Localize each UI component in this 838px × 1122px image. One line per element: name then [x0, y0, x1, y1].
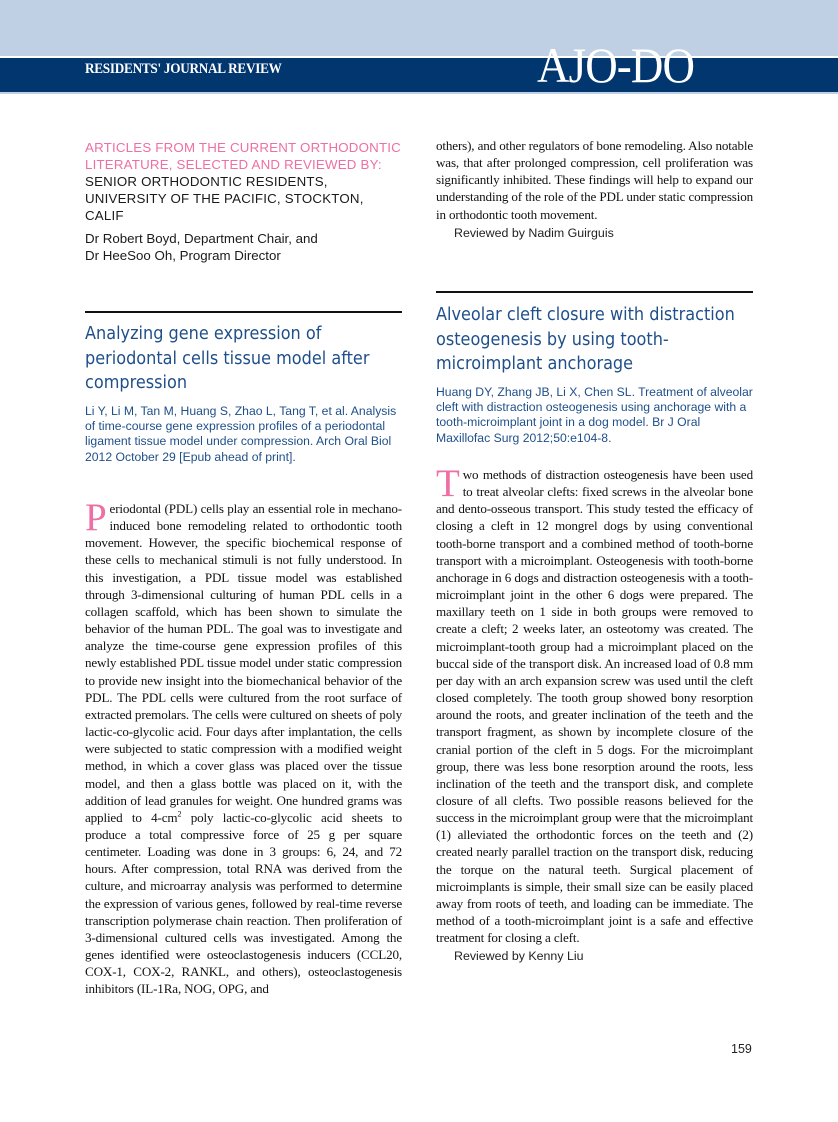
page-number: 159: [731, 1042, 752, 1056]
director-line: Dr HeeSoo Oh, Program Director: [85, 248, 281, 263]
section-label: RESIDENTS' JOURNAL REVIEW: [85, 61, 282, 77]
superscript: 2: [177, 809, 182, 819]
article-title: Analyzing gene expression of periodontal cells tissue model after compression: [85, 324, 370, 393]
reviewer: Reviewed by Nadim Guirguis: [454, 225, 614, 240]
article1-header: [85, 322, 402, 465]
drop-cap: T: [436, 462, 460, 505]
article2-body: [436, 462, 753, 965]
body-text: poly lactic-co-glycolic acid sheets to produce a total compressive force of 25 g per square centimeter. Loading was done in 3 groups: 6, 24, and 72 hours. After compression, total RNA was derived from the culture, and microarray analysis was performed to determine the expression of various genes, followed by real-time reverse transcription polymerase chain reaction. Then proliferation of 3-dimensional cultured cells was investigated. Among the genes identified were osteoclastogenesis inducers (CCL20, COX-1, COX-2, RANKL, and others), osteoclastogenesis inhibitors (IL-1Ra, NOG, OPG, and: [85, 809, 402, 997]
divider: [436, 291, 753, 293]
article-citation: Li Y, Li M, Tan M, Huang S, Zhao L, Tang T, et al. Analysis of time-course gene expression profiles of a periodontal ligament tissue model under compression. Arch Oral Biol 2012 October 29 [Epub ahead of print].: [85, 403, 397, 464]
article1-continued: [436, 137, 753, 242]
intro-heading: ARTICLES FROM THE CURRENT ORTHODONTIC LITERATURE, SELECTED AND REVIEWED BY:: [85, 140, 401, 172]
director-line: Dr Robert Boyd, Department Chair, and: [85, 231, 318, 246]
article2-header: [436, 303, 753, 446]
body-text: wo methods of distraction osteogenesis have been used to treat alveolar clefts: fixed screws in the alveolar bone and dento-osseous transport. This study tested the efficacy of closing a cleft in 12 mongrel dogs by using conventional tooth-borne transport and a combined method of tooth-borne transport with a microimplant. Osteogenesis with tooth-borne anchorage in 6 dogs and distraction osteogenesis with a tooth-microimplant joint in the other 6 dogs were prepared. The maxillary teeth on 1 side in both groups were removed to create a cleft; 2 weeks later, an osteotomy was created. The microimplant-tooth group had a microimplant placed on the buccal side of the transport disk. An increased load of 0.8 mm per day with an arch expansion screw was used until the cleft closed completely. The tooth group showed bony resorption around the roots, and greater inclination of the teeth and the transport fragment, as shown by incomplete closure of the cranial portion of the cleft in 5 dogs. For the microimplant group, there was less bone resorption around the roots, less inclination of the teeth and the transport disk, and complete closure of all clefts. Two possible reasons believed for the success in the microimplant group were that the microimplant (1) alleviated the orthodontic forces on the teeth and (2) created nearly parallel traction on the transport disk, reducing the torque on the natural teeth. Surgical placement of microimplants is simple, their small size can be easily placed away from roots of teeth, and loading can be immediate. The method of a tooth-microimplant joint is a safe and effective treatment for closing a cleft.: [436, 467, 753, 946]
article-body: others), and other regulators of bone remodeling. Also notable was, that after prolonged compression, cell proliferation was significantly inhibited. These findings will help to expand our understanding of the role of the PDL under static compression in orthodontic tooth movement.: [436, 138, 753, 222]
journal-logo: AJO-DO: [537, 37, 695, 93]
article1-body: [85, 496, 402, 998]
drop-cap: P: [85, 496, 107, 539]
article-title: Alveolar cleft closure with distraction osteogenesis by using tooth-microimplant anchorage: [436, 305, 735, 374]
intro-directors: [85, 230, 402, 264]
article-citation: Huang DY, Zhang JB, Li X, Chen SL. Treatment of alveolar cleft with distraction osteogenesis using anchorage with a tooth-microimplant joint in a dog model. Br J Oral Maxillofac Surg 2012;50:e104-8.: [436, 384, 753, 445]
header-band-light: [0, 0, 838, 56]
divider: [85, 311, 402, 313]
intro-block: [85, 139, 402, 264]
body-text: eriodontal (PDL) cells play an essential role in mechano-induced bone remodeling related to orthodontic tooth movement. However, the specific biochemical response of these cells to mechanical stimuli is not fully understood. In this investigation, a PDL tissue model was established through 3-dimensional culturing of human PDL cells in a collagen scaffold, which has been shown to simulate the behavior of the human PDL. The goal was to investigate and analyze the time-course gene expression profiles of this newly established PDL tissue model under static compression to provide new insight into the biomechanical behavior of the PDL. The PDL cells were cultured from the root surface of extracted premolars. The cells were cultured on sheets of poly lactic-co-glycolic acid. Four days after implantation, the cells were subjected to static compression with a modified weight method, in which a cover glass was placed over the tissue model, and then a glass bottle was placed on it, with the addition of lead granules for weight. One hundred grams was applied to 4-cm: [85, 501, 402, 825]
article-body: [436, 462, 753, 946]
article-body: [85, 496, 402, 998]
reviewer: Reviewed by Kenny Liu: [454, 949, 584, 964]
intro-residents: SENIOR ORTHODONTIC RESIDENTS, UNIVERSITY OF THE PACIFIC, STOCKTON, CALIF: [85, 174, 364, 223]
